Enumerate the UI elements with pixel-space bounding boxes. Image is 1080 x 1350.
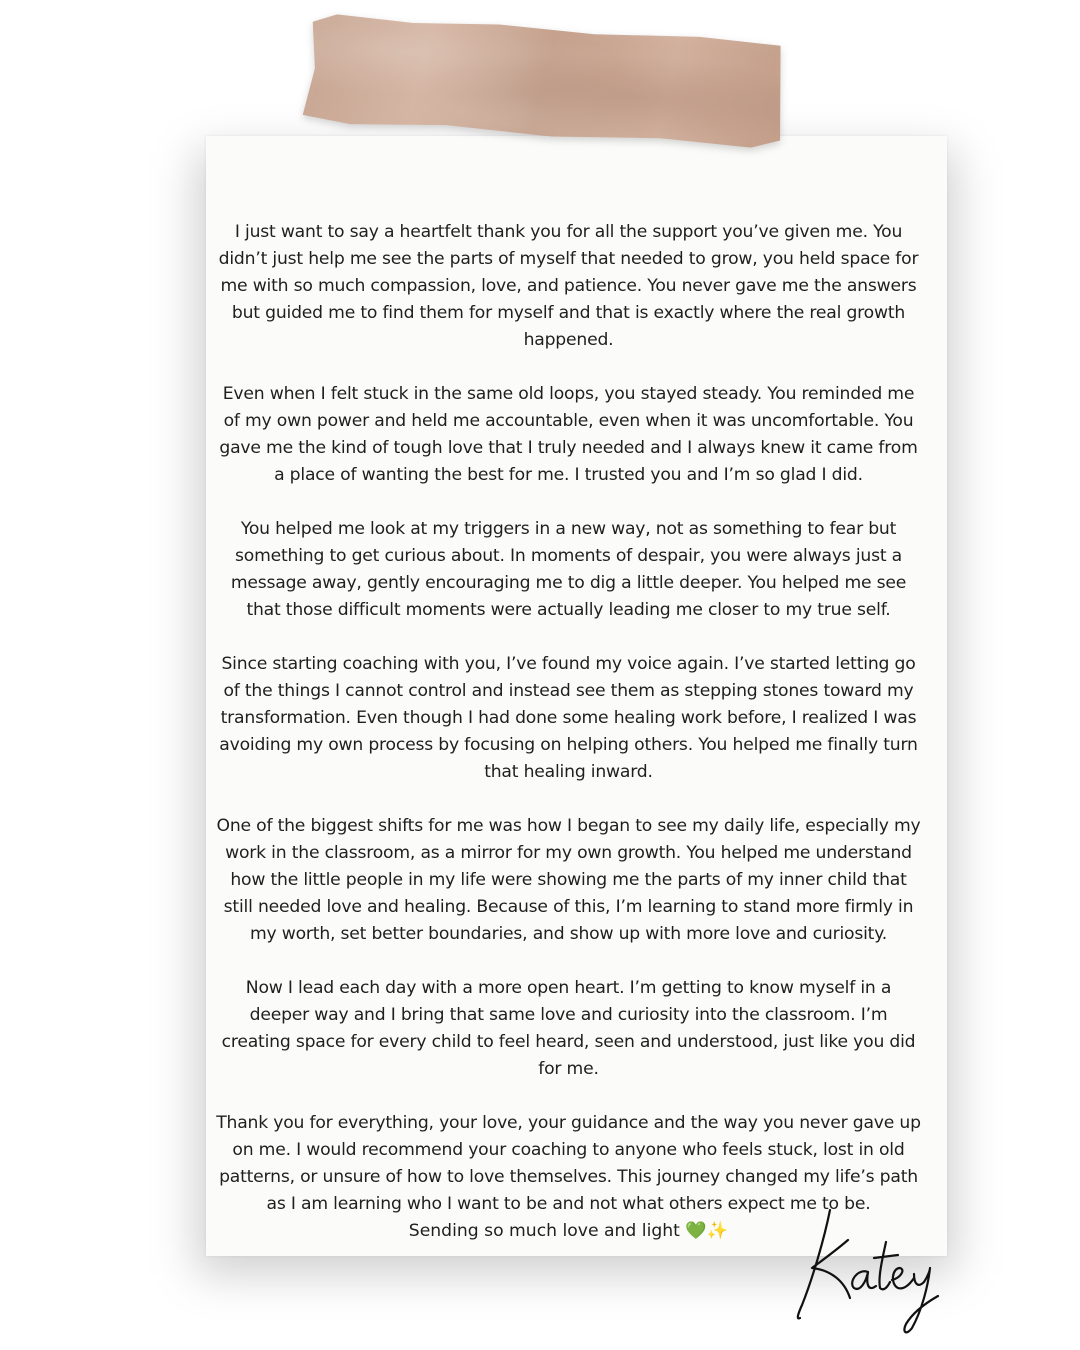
sparkles-icon: ✨: [706, 1221, 729, 1241]
signoff-text: Sending so much love and light: [408, 1221, 680, 1241]
paragraph-4: Since starting coaching with you, I’ve found my voice again. I’ve started letting go of the things I cannot control and instead see them as stepping stones toward my transformation. Even though I had done some healing work before, I realized I was avoiding my own process by focusing on helping others. You helped me finally turn that healing inward.: [219, 654, 918, 782]
signature: [790, 1200, 950, 1340]
paragraph-2: Even when I felt stuck in the same old loops, you stayed steady. You reminded me of my own power and held me accountable, even when it was uncomfortable. You gave me the kind of tough love that I truly needed and I always knew it came from a place of wanting the best for me. I trusted you and I’m so glad I did.: [219, 384, 918, 485]
tape-wrap: [0, 0, 1080, 200]
green-heart-icon: 💚: [685, 1221, 707, 1241]
paragraph-5: One of the biggest shifts for me was how I began to see my daily life, especially my work in the classroom, as a mirror for my own growth. You helped me understand how the little people in my life were showing me the parts of my inner child that still needed love and healing. Because of this, I’m learning to stand more firmly in my worth, set better boundaries, and show up with more love and curiosity.: [216, 816, 921, 944]
paragraph-7: Thank you for everything, your love, your guidance and the way you never gave up on me. I would recommend your coaching to anyone who feels stuck, lost in old patterns, or unsure of how to love themselves. This journey changed my life’s path as I am learning who I want to be and not what others expect me to be.: [216, 1113, 921, 1214]
paragraph-1: I just want to say a heartfelt thank you for all the support you’ve given me. You didn’t just help me see the parts of myself that needed to grow, you held space for me with so much compassion, love, and patience. You never gave me the answers but guided me to find them for myself and that is exactly where the real growth happened.: [218, 222, 919, 350]
washi-tape: [302, 13, 785, 150]
letter-body: [216, 219, 921, 1245]
paragraph-3: You helped me look at my triggers in a new way, not as something to fear but something to get curious about. In moments of despair, you were always just a message away, gently encouraging me to dig a little deeper. You helped me see that those difficult moments were actually leading me closer to my true self.: [230, 519, 907, 620]
paragraph-6: Now I lead each day with a more open heart. I’m getting to know myself in a deeper way and I bring that same love and curiosity into the classroom. I’m creating space for every child to feel heard, seen and understood, just like you did for me.: [221, 978, 916, 1079]
